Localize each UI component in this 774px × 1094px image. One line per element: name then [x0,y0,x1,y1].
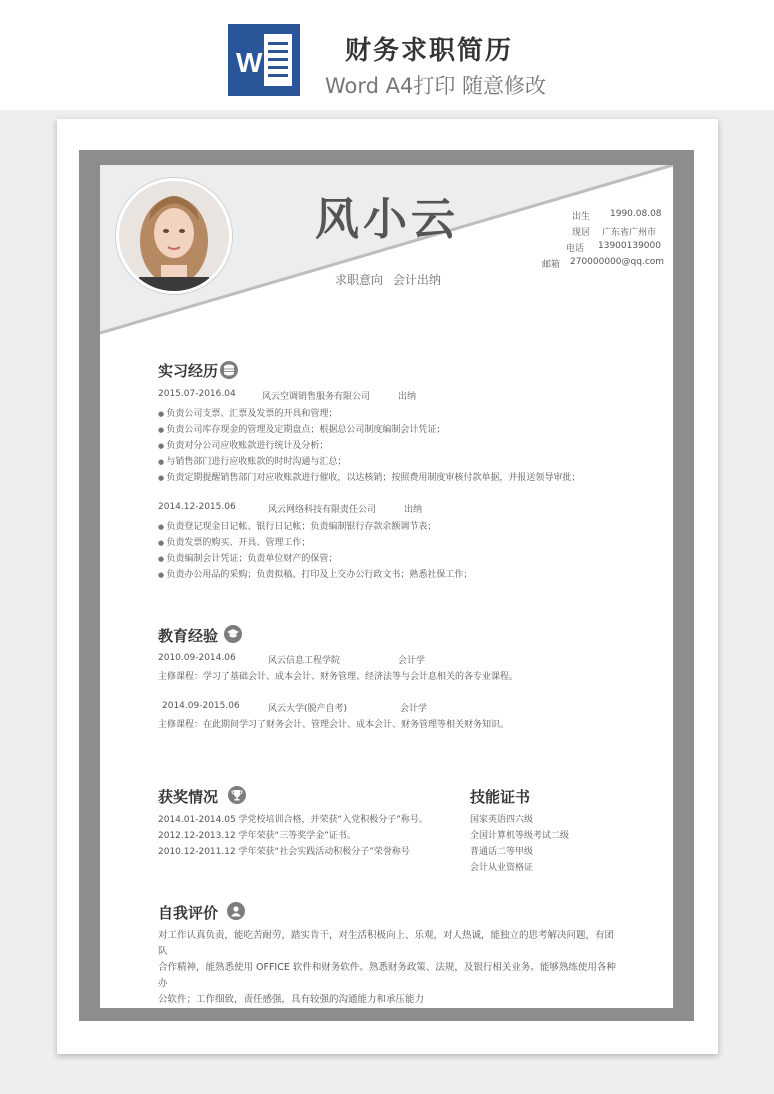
self-eval-text: 对工作认真负责，能吃苦耐劳，踏实肯干，对生活积极向上、乐观，对人热诚，能独立的思考解决问题，有团队 合作精神，能熟悉使用 OFFICE 软件和财务软件。熟悉财务政策、法规，及银行相关业务。能够熟练使用各种办 公软件；工作细致，责任感强，具有较强的沟通能力和承压能力 [158,930,616,1005]
award-item: 2014.01-2014.05 学党校培训合格，并荣获“入党积极分子”称号。 [158,815,428,825]
section-title-skills: 技能证书 [470,788,531,806]
resume-page: 风小云 求职意向 会计出纳 出生 1990.08.08 现居 广东省广州市 电话 13900139000 邮箱 270000000@qq.com 实习经历 2015.07-2016.04 风云空调销售服务有限公司 出纳 ● 负责公司支票、汇票及发票的开具和管理； ● 负责公司库存现金的管理及定期盘点；根据总公司制度编制会计凭证； ● 负责对分公司应收账款进行统计及分析； ● 与销售部门进行应收账款的时时沟通与汇总； ● 负责定期提醒销售部门对应收账款进行催收，以达核销；按照费用制度审核付款单据，并报送领导审批； 2014.12-2015.06 风云网络科技有限责任公司 出纳 ● 负责登记现金日记帐、银行日记帐；负责编制银行存款余额调节表； ● 负责发票的购买、开具、管理工作； ● 负责编制会计凭证；负责单位财产的保管； ● 负责办公用品的采购；负责拟稿、打印及上交办公行政文书；熟悉社保工作； 教育经验 2010.09-2014.06 风云信息工程学院 会计学 主修课程：学习了基础会计、成本会计、财务管理、经济法等与会计息相关的各专业课程。 2014.09-2015.06 风云大学(脱产自考) 会计学 主修课程：在此期间学习了财务会计、管理会计、成本会计、财务管理等相关财务知识。 获奖情况 2014.01-2014.05 学党校培训合格，并荣获“入党积极分子”称号。 2012.12-2013.12 学年荣获“三等奖学金”证书。 2010.12-2011.12 学年荣获“社会实践活动积极分子”荣誉称号 技能证书 国家英语四六级 全国计算机等级考试二级 普通话二等甲级 会计从业资格证 自我评价 对工作认真负责，能吃苦耐劳，踏实肯干，对生活积极向上、乐观，对人热诚，能独立的思考解决问题，有团队 合作精神，能熟悉使用 OFFICE 软件和财务软件。熟悉财务政策、法规，及银行相关业务。能够熟练使用各种办 公软件；工作细致，责任感强，具有较强的沟通能力和承压能力 [100,165,673,1008]
job-2-duty: ● 负责办公用品的采购；负责拟稿、打印及上交办公行政文书；熟悉社保工作； [158,567,472,580]
avatar [116,178,232,294]
trophy-icon [228,786,246,804]
skill-item: 全国计算机等级考试二级 [470,831,570,841]
svg-text:W: W [236,47,263,78]
job-2-duty: ● 负责编制会计凭证；负责单位财产的保管； [158,551,337,564]
award-item: 2010.12-2011.12 学年荣获“社会实践活动积极分子”荣誉称号 [158,847,410,857]
job-intent-label: 求职意向 [335,273,384,287]
database-icon [220,361,238,379]
award-item: 2012.12-2013.12 学年荣获“三等奖学金”证书。 [158,831,356,841]
top-banner [0,0,774,110]
section-title-awards: 获奖情况 [158,788,219,806]
job-2-header: 2014.12-2015.06 风云网络科技有限责任公司 出纳 [158,502,423,515]
candidate-name: 风小云 [315,194,459,245]
job-1-duty: ● 负责对分公司应收账款进行统计及分析； [158,438,328,451]
job-1-header: 2015.07-2016.04 风云空调销售服务有限公司 出纳 [158,389,417,402]
job-1-duty: ● 负责公司库存现金的管理及定期盘点；根据总公司制度编制会计凭证； [158,422,445,435]
job-2-duty: ● 负责登记现金日记帐、银行日记帐；负责编制银行存款余额调节表； [158,519,436,532]
skill-item: 国家英语四六级 [470,815,534,825]
edu-1-header: 2010.09-2014.06 风云信息工程学院 会计学 [158,653,426,666]
user-icon [227,902,245,920]
edu-1-courses: 主修课程：学习了基础会计、成本会计、财务管理、经济法等与会计息相关的各专业课程。 [158,672,519,682]
section-title-internship: 实习经历 [158,362,219,380]
word-icon [228,24,300,96]
job-intent [335,271,441,288]
skill-item: 普通话二等甲级 [470,847,534,857]
skill-item: 会计从业资格证 [470,863,534,873]
graduation-cap-icon [224,625,242,643]
job-intent-value: 会计出纳 [392,273,441,287]
banner-title: 财务求职简历 [345,36,514,66]
job-1-duty: ● 负责定期提醒销售部门对应收账款进行催收，以达核销；按照费用制度审核付款单据，并报送领导审批； [158,470,580,483]
section-title-education: 教育经验 [158,627,219,645]
banner-subtitle: Word A4打印 随意修改 [325,74,547,98]
job-1-duty: ● 负责公司支票、汇票及发票的开具和管理； [158,406,337,419]
job-1-duty: ● 与销售部门进行应收账款的时时沟通与汇总； [158,454,346,467]
edu-2-header: 2014.09-2015.06 风云大学(脱产自考) 会计学 [162,701,428,714]
section-title-self-eval: 自我评价 [158,904,219,922]
job-2-duty: ● 负责发票的购买、开具、管理工作； [158,535,310,548]
edu-2-courses: 主修课程：在此期间学习了财务会计、管理会计、成本会计、财务管理等相关财务知识。 [158,720,510,730]
